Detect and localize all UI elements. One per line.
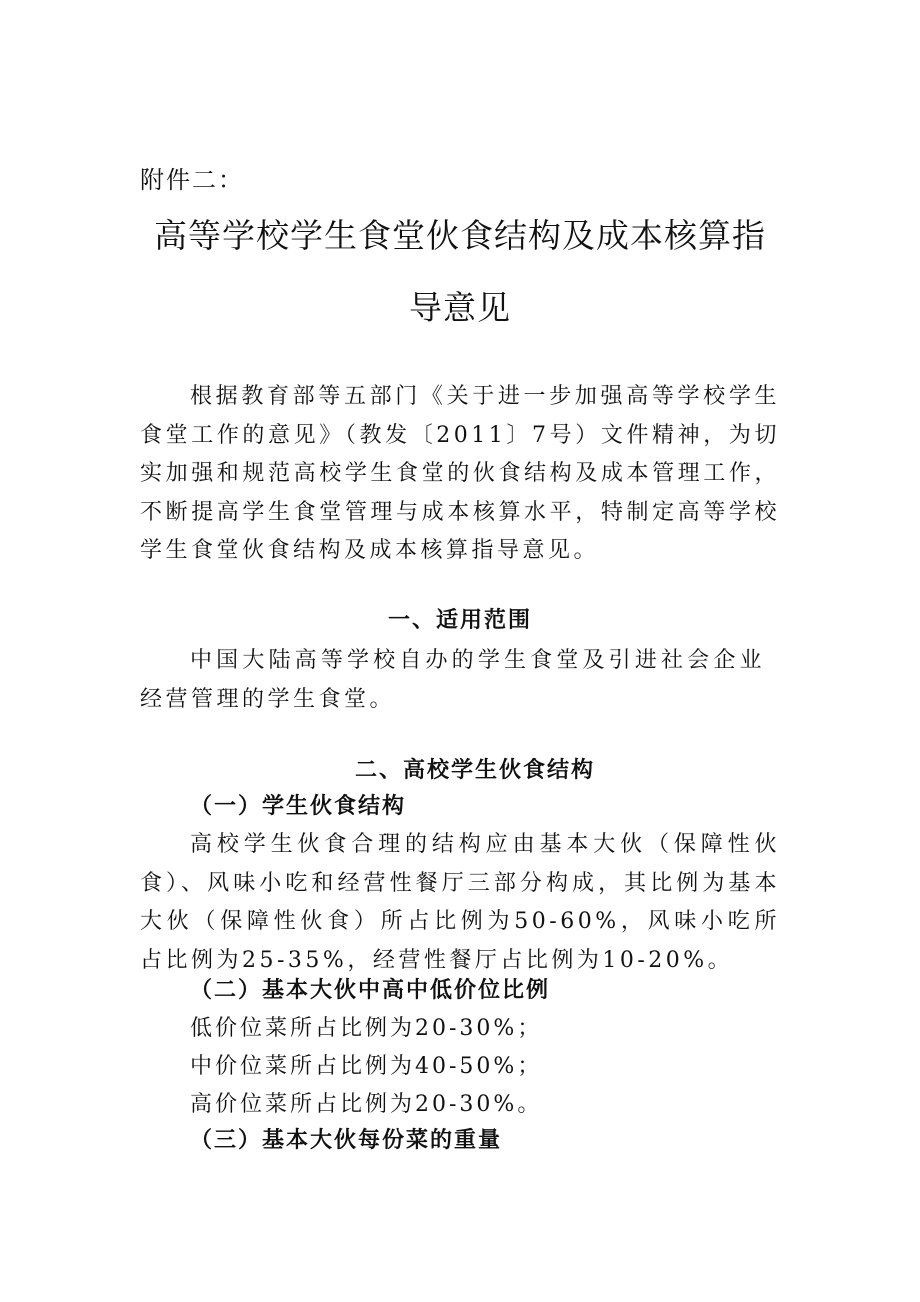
section-2-heading: 二、高校学生伙食结构 bbox=[354, 758, 595, 783]
subsection-1-heading: （一）学生伙食结构 bbox=[190, 794, 407, 819]
document-title-line-2: 导意见 bbox=[409, 288, 511, 327]
section-1-heading: 一、适用范围 bbox=[387, 608, 532, 633]
subsection-2-heading: （二）基本大伙中高中低价位比例 bbox=[190, 978, 551, 1003]
high-price-ratio: 高价位菜所占比例为20-30%。 bbox=[190, 1092, 543, 1117]
mid-price-ratio: 中价位菜所占比例为40-50%； bbox=[190, 1054, 543, 1079]
annex-label: 附件二： bbox=[140, 166, 244, 194]
section-1-body: 中国大陆高等学校自办的学生食堂及引进社会企业经营管理的学生食堂。 bbox=[140, 648, 765, 712]
subsection-3-heading: （三）基本大伙每份菜的重量 bbox=[190, 1128, 503, 1153]
intro-paragraph: 根据教育部等五部门《关于进一步加强高等学校学生食堂工作的意见》（教发〔2011〕7号）文件精神，为切实加强和规范高校学生食堂的伙食结构及成本管理工作，不断提高学生食堂管理与成本核算水平，特制定高等学校学生食堂伙食结构及成本核算指导意见。 bbox=[140, 384, 780, 563]
subsection-1-body: 高校学生伙食合理的结构应由基本大伙（保障性伙食）、风味小吃和经营性餐厅三部分构成，其比例为基本大伙（保障性伙食）所占比例为50-60%，风味小吃所占比例为25-35%，经营性餐厅占比例为10-20%。 bbox=[140, 832, 780, 973]
document-title-line-1: 高等学校学生食堂伙食结构及成本核算指 bbox=[154, 216, 766, 255]
low-price-ratio: 低价位菜所占比例为20-30%； bbox=[190, 1016, 543, 1041]
